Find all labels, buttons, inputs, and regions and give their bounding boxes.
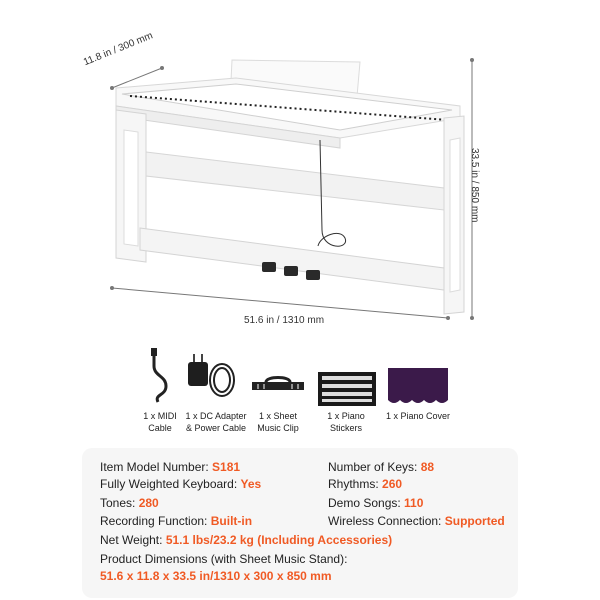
width-dimension-label: 51.6 in / 1310 mm: [244, 315, 325, 326]
spec-product-dims-value: 51.6 x 11.8 x 33.5 in/1310 x 300 x 850 mm: [100, 569, 332, 583]
spec-keys: Number of Keys: 88: [328, 460, 435, 474]
spec-model: Item Model Number: S181: [100, 460, 241, 474]
midi-cable-icon: [140, 346, 180, 406]
piano-stickers-icon: [318, 372, 376, 406]
spec-tones: Tones: 280: [100, 496, 159, 510]
spec-weighted: Fully Weighted Keyboard: Yes: [100, 477, 262, 491]
spec-rhythms: Rhythms: 260: [328, 477, 403, 491]
spec-wireless: Wireless Connection: Supported: [328, 514, 505, 528]
depth-dimension-label: 11.8 in / 300 mm: [82, 30, 155, 69]
height-dimension-label: 33.5 in / 850 mm: [469, 148, 480, 223]
accessory-midi-cable-label: 1 x MIDI Cable: [143, 411, 177, 433]
spec-weight: Net Weight: 51.1 lbs/23.2 kg (Including Accessories): [100, 533, 393, 547]
accessory-stickers-label: 1 x Piano Stickers: [327, 411, 365, 433]
spec-recording: Recording Function: Built-in: [100, 514, 253, 528]
piano-cover-icon: [386, 366, 450, 406]
accessory-cover-label: 1 x Piano Cover: [385, 411, 451, 421]
spec-product-dims-label: Product Dimensions (with Sheet Music Stand):: [100, 552, 348, 566]
spec-demo: Demo Songs: 110: [328, 496, 424, 510]
accessory-dc-adapter-label: 1 x DC Adapter & Power Cable: [185, 411, 247, 433]
sheet-music-clip-icon: [248, 374, 308, 404]
accessory-sheet-clip-label: 1 x Sheet Music Clip: [257, 411, 299, 433]
dc-adapter-icon: [184, 350, 240, 404]
